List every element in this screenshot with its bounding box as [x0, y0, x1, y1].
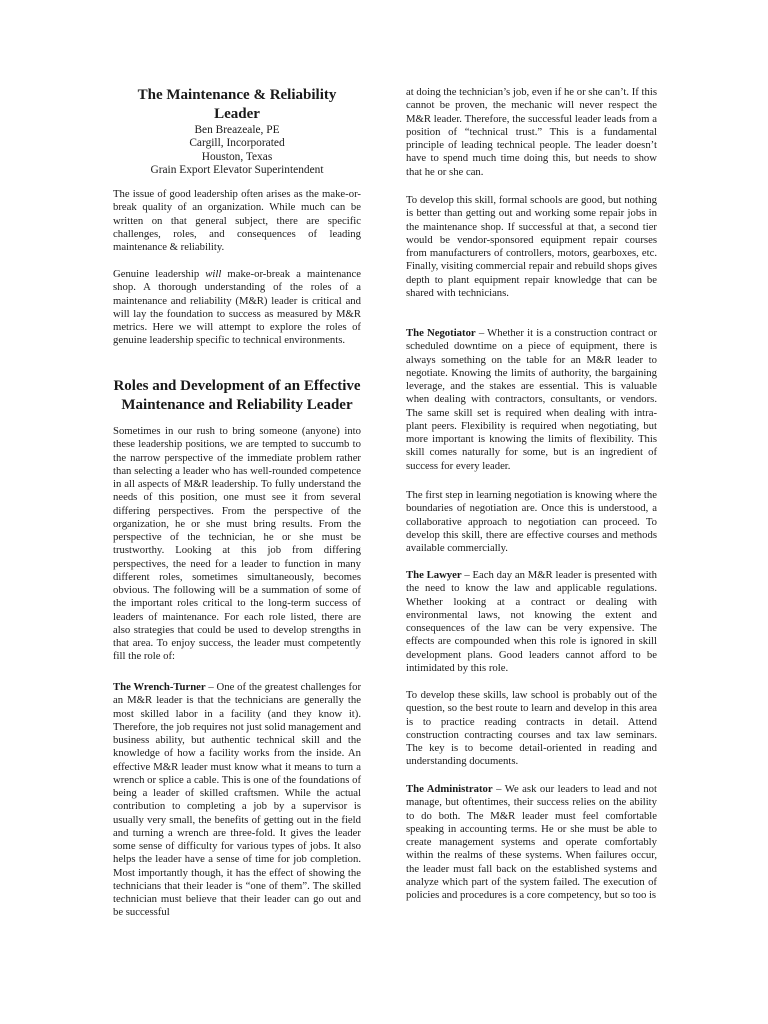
wrench-turner-development: To develop this skill, formal schools are good, but nothing is better than getting out and working some repair jobs in the maintenance shop. If successful at that, a second tier would be vendor-sponsored equipment repair courses from manufacturers of controllers, motors, gearboxes, etc. Finally, visiting commercial repair and rebuild shops gives depth to plant equipment repair knowledge that can be shared with technicians. — [406, 194, 658, 299]
negotiator-development: The first step in learning negotiation is knowing where the boundaries of negotiation are. Once this is understood, a collaborative approach to negotiation can proceed. To develop this skill, there are effective courses and methods available commercially. — [406, 489, 657, 554]
lawyer-text: – Each day an M&R leader is presented with the need to know the law and applicable regulations. Whether looking at a contract or dealing with environmental laws, not knowing the extent and consequences of the law can be very expensive. The effects are compounded when this role is ignored in skill development plans. Good leaders cannot afford to be intimidated by this role. — [406, 569, 657, 674]
intro-2-emphasis: will — [205, 268, 222, 280]
byline — [113, 124, 361, 177]
intro-paragraph-2 — [113, 268, 361, 348]
article-title: The Maintenance & Reliability Leader — [137, 87, 337, 122]
section-heading: Roles and Development of an Effective Maintenance and Reliability Leader — [113, 378, 361, 413]
body-paragraph-1: Sometimes in our rush to bring someone (anyone) into these leadership positions, we are tempted to succumb to the narrow perspective of the immediate problem rather than selecting a leader who has well-rounded competence in all aspects of M&R leadership. To fully understand the needs of this position, one must see it from several differing perspectives. From the perspective of the organization, he or she must bring results. From the perspective of the technician, he or she must be trustworthy. Looking at this job from differing perspectives, the need for a leader to function in many different roles, sometimes simultaneously, becomes obvious. The following will be a summation of some of the important roles critical to the long-term success of leaders of maintenance. For each role listed, there are also strategies that could be used to develop strengths in that area. To enjoy success, the leader must competently fill the role of: — [113, 425, 361, 663]
lawyer-development: To develop these skills, law school is probably out of the question, so the best route to learn and develop in this area is to practice reading contracts in detail. Attend construction contracting courses and tax law seminars. The key is to become detail-oriented in reading and understanding documents. — [406, 689, 657, 768]
lawyer-label: The Lawyer — [406, 569, 462, 581]
lawyer-paragraph — [406, 569, 657, 675]
author-position: Grain Export Elevator Superintendent — [150, 163, 324, 176]
wrench-turner-continuation: at doing the technician’s job, even if he or she can’t. If this cannot be proven, the mechanic will never respect the M&R leader. Therefore, the successful leader leads from a position of “technical trust.” This is a fundamental principle of leading technical people. The leader doesn’t have to spend much time doing this, but needs to show that he or she can. — [406, 86, 657, 178]
wrench-turner-label: The Wrench-Turner — [113, 681, 206, 693]
wrench-turner-text: – One of the greatest challenges for an M&R leader is that the technicians are generally the most skilled labor in a facility (and they know it). Therefore, the job requires not just solid management and business ability, but authentic technical skill and the knowledge of how a facility works from the inside. An effective M&R leader must know what it means to turn a wrench or splice a cable. This is one of the foundations of being a leader of skilled craftsmen. While the actual contribution to completing a job by a supervisor is usually very small, the benefits of getting out in the field and turning a wrench are three-fold. It gives the leader some sense of difficulty for various types of jobs. It also helps the leader have a sense of time for job completion. Most importantly though, it has the effect of showing the technicians that their leader is “one of them”. The skilled technician must believe that their leader can go out and be successful — [113, 681, 362, 919]
administrator-text: – We ask our leaders to lead and not manage, but oftentimes, their success relies on the ability to do both. The M&R leader must feel comfortable speaking in accounting terms. He or she must be able to create management systems and operate comfortably within the realms of these systems. When failures occur, the leader must fall back on the established systems and analyze which part of the system failed. The execution of policies and procedures is a core competency, but so too is — [406, 783, 657, 901]
intro-2-text-a: Genuine leadership — [113, 268, 206, 280]
author-company: Cargill, Incorporated — [189, 137, 285, 150]
negotiator-paragraph — [406, 327, 657, 473]
author-name: Ben Breazeale, PE — [194, 124, 280, 136]
author-location: Houston, Texas — [201, 150, 273, 163]
administrator-label: The Administrator — [406, 783, 493, 795]
wrench-turner-paragraph — [113, 681, 361, 920]
negotiator-label: The Negotiator — [406, 327, 476, 339]
intro-2-text-b: make-or-break a maintenance shop. A thorough understanding of the roles of a maintenance and reliability (M&R) leader is critical and will lay the foundation to success as measured by M&R metrics. Here we will attempt to explore the roles of genuine leadership specific to technical environments. — [113, 268, 361, 347]
negotiator-text: – Whether it is a construction contract or scheduled downtime on a piece of equipment, there is always something on the table for an M&R leader to negotiate. Knowing the limits of authority, the bargaining leverage, and the stakes are essential. This is valuable when dealing with contractors, consultants, or vendors. The same skill set is required when dealing with intra-plant peers. Flexibility is required when negotiating, but more important is knowing the limits of flexibility. This skill comes naturally for some, but is an ingredient of success for every leader. — [406, 327, 658, 472]
intro-paragraph-1: The issue of good leadership often arises as the make-or-break quality of an organization. While much can be written on that general subject, there are specific challenges, roles, and consequences of leading maintenance & reliability. — [113, 188, 361, 253]
administrator-paragraph — [406, 783, 657, 902]
